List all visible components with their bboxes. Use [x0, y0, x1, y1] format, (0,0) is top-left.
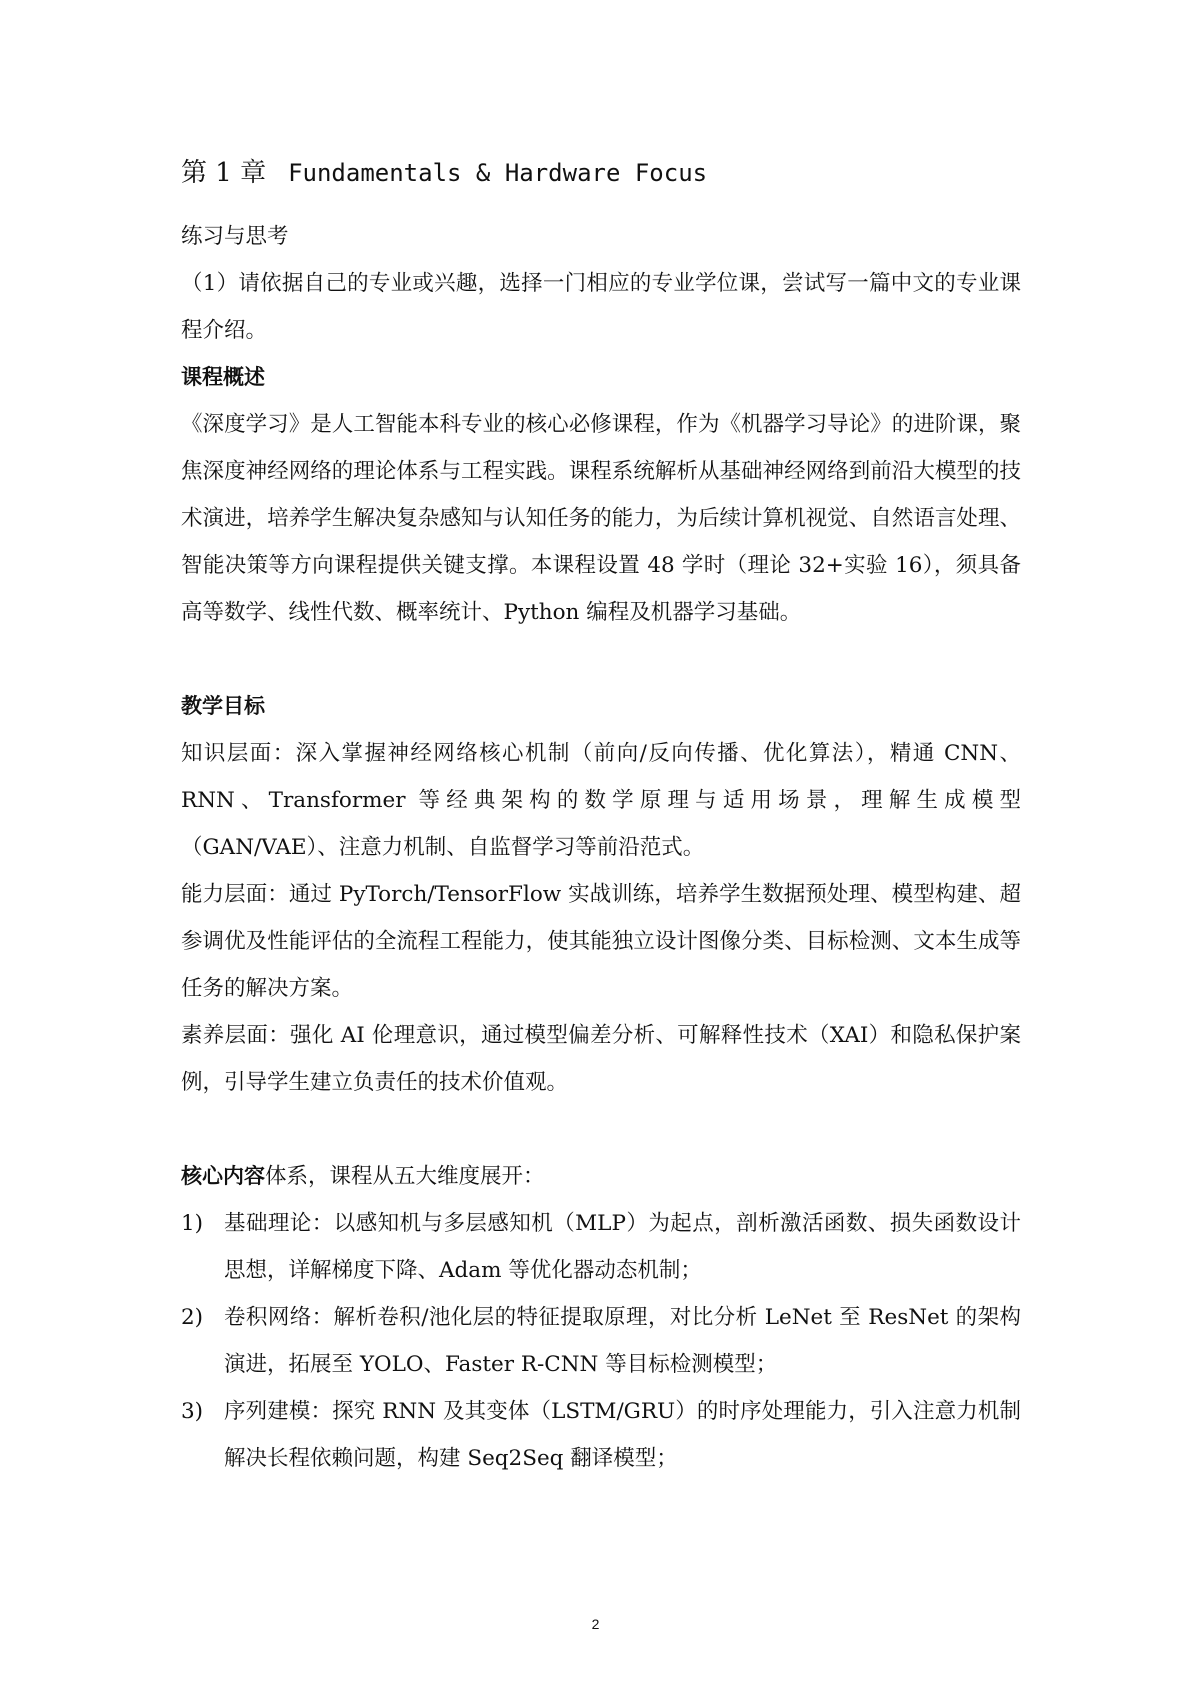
- list-marker: 2): [181, 1305, 204, 1330]
- objective-literacy: 素养层面：强化 AI 伦理意识，通过模型偏差分析、可解释性技术（XAI）和隐私保护案例，引导学生建立负责任的技术价值观。: [181, 1023, 1021, 1095]
- question-text: （1）请依据自己的专业或兴趣，选择一门相应的专业学位课，尝试写一篇中文的专业课程介绍。: [181, 271, 1021, 343]
- page-number: 2: [591, 1616, 600, 1632]
- list-item: [181, 1388, 1021, 1482]
- overview-heading: 课程概述: [181, 365, 265, 389]
- chapter-title: Fundamentals & Hardware Focus: [288, 159, 708, 187]
- body-text: [181, 213, 1021, 1482]
- core-intro-line: [181, 1153, 1021, 1200]
- spacer: [181, 1106, 1021, 1153]
- overview-paragraph: 《深度学习》是人工智能本科专业的核心必修课程，作为《机器学习导论》的进阶课，聚焦深度神经网络的理论体系与工程实践。课程系统解析从基础神经网络到前沿大模型的技术演进，培养学生解决复杂感知与认知任务的能力，为后续计算机视觉、自然语言处理、智能决策等方向课程提供关键支撑。本课程设置 48 学时（理论 32+实验 16），须具备高等数学、线性代数、概率统计、Python 编程及机器学习基础。: [181, 412, 1021, 625]
- objective-knowledge: 知识层面：深入掌握神经网络核心机制（前向/反向传播、优化算法），精通 CNN、RNN、Transformer 等经典架构的数学原理与适用场景，理解生成模型（GAN/VAE）、注意力机制、自监督学习等前沿范式。: [181, 741, 1021, 860]
- spacer: [181, 636, 1021, 683]
- core-intro: 体系，课程从五大维度展开：: [265, 1164, 545, 1189]
- list-marker: 1): [181, 1211, 204, 1236]
- list-item: [181, 1200, 1021, 1294]
- chapter-number: 第 1 章: [181, 158, 267, 188]
- list-item: [181, 1294, 1021, 1388]
- core-content-list: [181, 1200, 1021, 1482]
- list-item-text: 卷积网络：解析卷积/池化层的特征提取原理，对比分析 LeNet 至 ResNet 的架构演进，拓展至 YOLO、Faster R-CNN 等目标检测模型；: [224, 1305, 1021, 1377]
- objectives-heading: 教学目标: [181, 694, 265, 718]
- list-item-text: 序列建模：探究 RNN 及其变体（LSTM/GRU）的时序处理能力，引入注意力机制解决长程依赖问题，构建 Seq2Seq 翻译模型；: [224, 1399, 1021, 1471]
- list-marker: 3): [181, 1399, 204, 1424]
- chapter-heading: [181, 156, 707, 190]
- objective-ability: 能力层面：通过 PyTorch/TensorFlow 实战训练，培养学生数据预处理、模型构建、超参调优及性能评估的全流程工程能力，使其能独立设计图像分类、目标检测、文本生成等任务的解决方案。: [181, 882, 1021, 1001]
- core-heading: 核心内容: [181, 1164, 265, 1188]
- list-item-text: 基础理论：以感知机与多层感知机（MLP）为起点，剖析激活函数、损失函数设计思想，详解梯度下降、Adam 等优化器动态机制；: [224, 1211, 1021, 1283]
- exercise-label: 练习与思考: [181, 224, 289, 249]
